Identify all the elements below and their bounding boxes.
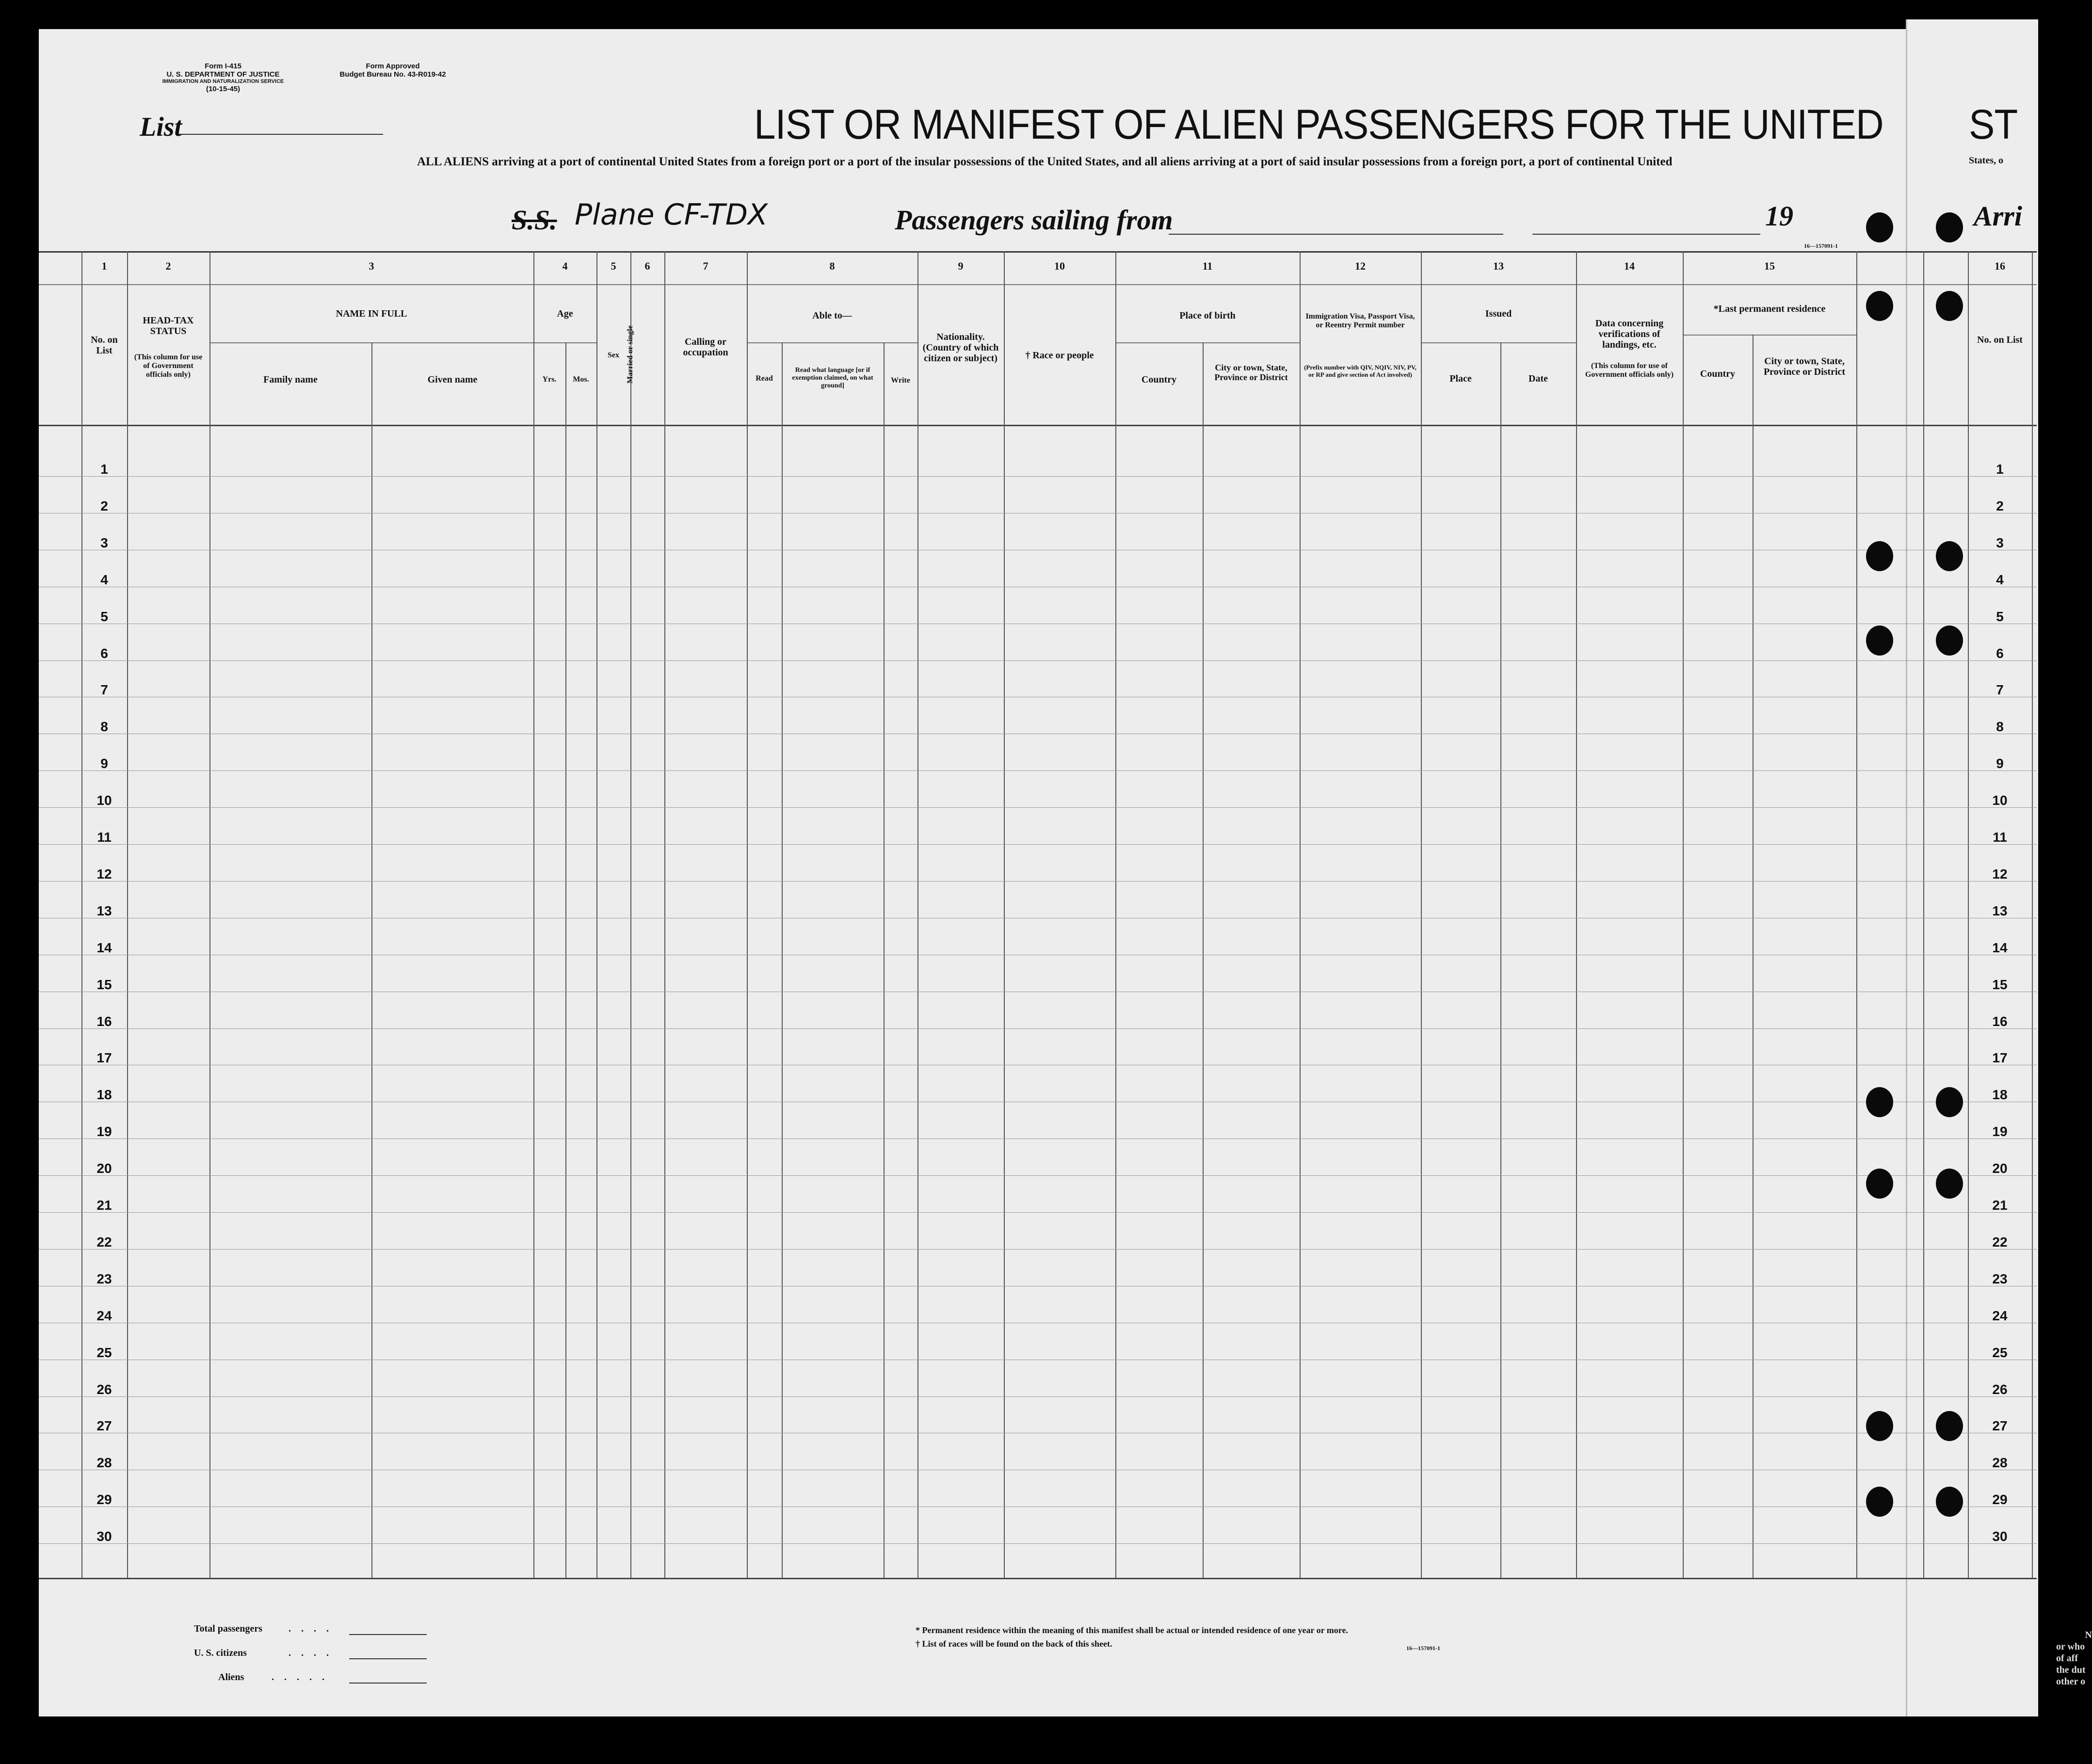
punch-hole (1866, 1411, 1893, 1441)
footer-print-code: 16—157091-1 (1406, 1645, 1440, 1652)
row-number-right: 30 (1992, 1529, 2008, 1544)
col-line (664, 251, 665, 1578)
row-number: 26 (97, 1381, 112, 1397)
footer-dots: . . . . . (272, 1672, 328, 1683)
row-line (39, 881, 2037, 882)
list-label: List (140, 112, 182, 142)
print-code-top: 16—157091-1 (1804, 242, 1838, 249)
citizens-line (349, 1658, 427, 1659)
issued-subheader-line (1421, 342, 1576, 343)
punch-hole (1866, 1087, 1893, 1117)
col-num-5: 5 (611, 260, 616, 272)
subtitle-continuation: States, o (1969, 155, 2004, 166)
header-no-on-list-right: No. on List (1977, 335, 2023, 345)
row-number: 12 (97, 866, 112, 882)
right-fragment: of aff (2056, 1653, 2078, 1664)
col-line (1300, 251, 1301, 1578)
year-prefix: 19 (1765, 200, 1793, 232)
row-number: 8 (100, 719, 108, 735)
header-name-in-full: NAME IN FULL (336, 308, 407, 319)
header-write: Write (891, 376, 910, 385)
row-line (39, 1396, 2037, 1397)
header-race: † Race or people (1025, 350, 1094, 361)
able-subheader-line (747, 342, 917, 343)
col-line (533, 251, 534, 1578)
row-line (39, 476, 2037, 477)
header-issued-date: Date (1529, 373, 1548, 384)
col-line (884, 342, 885, 1578)
number-row-border (39, 284, 2037, 285)
header-head-tax: HEAD-TAX STATUS (143, 315, 194, 337)
row-number: 20 (97, 1161, 112, 1176)
right-fragment: N (2085, 1630, 2092, 1640)
row-number-right: 26 (1992, 1381, 2008, 1397)
punch-hole (1866, 291, 1893, 321)
header-issued-place: Place (1449, 373, 1472, 384)
row-number: 18 (97, 1087, 112, 1103)
col-line (209, 251, 210, 1578)
row-number: 27 (97, 1418, 112, 1434)
col-line (2032, 251, 2033, 1578)
row-number: 29 (97, 1492, 112, 1507)
row-number-right: 19 (1992, 1124, 2008, 1139)
row-number-right: 13 (1992, 903, 2008, 918)
row-number-right: 8 (1996, 719, 2004, 735)
header-res-city: City or town, State, Province or District (1763, 356, 1846, 377)
col-line (1576, 251, 1577, 1578)
header-birth-country: Country (1141, 374, 1177, 385)
row-number-right: 9 (1996, 756, 2004, 771)
header-married: Married or single (626, 325, 634, 384)
row-number-right: 29 (1992, 1492, 2008, 1507)
table-bottom-border (39, 1578, 2037, 1579)
col-num-9: 9 (958, 260, 964, 272)
punch-hole (1936, 291, 1963, 321)
punch-hole (1936, 212, 1963, 242)
col-line (596, 251, 597, 1578)
row-number: 2 (100, 498, 108, 513)
row-number-right: 11 (1993, 830, 2007, 845)
row-number: 7 (100, 682, 108, 698)
header-mos: Mos. (573, 375, 589, 384)
col-line (782, 342, 783, 1578)
form-date: (10-15-45) (206, 85, 241, 93)
row-number: 25 (97, 1345, 112, 1360)
punch-hole (1936, 1087, 1963, 1117)
row-number: 15 (97, 977, 112, 992)
col-num-16: 16 (1995, 260, 2005, 272)
col-line (1500, 342, 1501, 1578)
row-number: 1 (100, 462, 108, 477)
row-number-right: 14 (1992, 940, 2008, 955)
header-bottom-border (39, 425, 2037, 426)
residence-subheader-line (1683, 335, 1856, 336)
col-line (1203, 342, 1204, 1578)
header-able-to: Able to— (812, 310, 852, 321)
table-top-border (39, 251, 2037, 253)
col-num-2: 2 (165, 260, 171, 272)
total-line (349, 1634, 427, 1635)
punch-hole (1866, 212, 1893, 242)
punch-hole (1936, 625, 1963, 656)
vessel-name-handwritten: Plane CF-TDX (575, 198, 768, 232)
col-line (1115, 251, 1116, 1578)
row-number-right: 12 (1992, 866, 2008, 882)
birth-subheader-line (1115, 342, 1300, 343)
punch-hole (1936, 1169, 1963, 1199)
row-line (39, 770, 2037, 771)
punch-hole (1866, 1169, 1893, 1199)
row-number-right: 4 (1996, 572, 2004, 587)
row-number: 28 (97, 1455, 112, 1471)
row-number-right: 7 (1996, 682, 2004, 698)
header-read-language: Read what language [or if exemption claimed, on what ground] (792, 367, 873, 389)
form-info-block (145, 62, 301, 93)
col-num-3: 3 (369, 260, 374, 272)
row-number-right: 16 (1992, 1013, 2008, 1029)
footer-aliens: Aliens (218, 1672, 244, 1683)
age-subheader-line (533, 342, 596, 343)
row-line (39, 1249, 2037, 1250)
row-line (39, 1543, 2037, 1544)
header-data-note: (This column for use of Government officials only) (1585, 362, 1674, 379)
row-number-right: 27 (1992, 1418, 2008, 1434)
header-calling: Calling or occupation (683, 337, 728, 358)
col-line (630, 251, 631, 1578)
row-line (39, 660, 2037, 661)
row-line (39, 1028, 2037, 1029)
row-number: 11 (97, 830, 112, 845)
row-number: 30 (97, 1529, 112, 1544)
row-number: 19 (97, 1124, 112, 1139)
row-number: 16 (97, 1013, 112, 1029)
col-line (565, 342, 566, 1578)
header-data-concerning: Data concerning verifications of landings, etc. (1595, 318, 1664, 350)
punch-hole (1866, 1487, 1893, 1517)
punch-hole (1866, 541, 1893, 571)
manifest-page (39, 29, 2037, 1716)
header-yrs: Yrs. (542, 375, 557, 384)
col-num-10: 10 (1054, 260, 1065, 272)
row-number-right: 20 (1992, 1161, 2008, 1176)
header-read: Read (756, 374, 773, 383)
row-number: 10 (97, 793, 112, 808)
header-visa: Immigration Visa, Passport Visa, or Reentry Permit number (1305, 312, 1415, 329)
header-given-name: Given name (427, 374, 478, 385)
row-number-right: 10 (1992, 793, 2008, 808)
col-line (371, 342, 372, 1578)
row-number-right: 1 (1996, 462, 2004, 477)
row-number: 9 (100, 756, 108, 771)
row-number-right: 24 (1992, 1308, 2008, 1323)
row-number: 17 (97, 1050, 112, 1066)
col-num-4: 4 (562, 260, 568, 272)
footer-dots: . . . . (289, 1648, 333, 1658)
col-num-8: 8 (829, 260, 835, 272)
header-visa-note: (Prefix number with QIV, NQIV, NIV, PV, or RP and give section of Act involved) (1304, 364, 1416, 378)
row-number: 24 (97, 1308, 112, 1323)
sailing-date-line (1532, 234, 1760, 235)
header-last-residence: *Last permanent residence (1713, 304, 1826, 314)
row-number: 23 (97, 1271, 112, 1286)
row-number-right: 22 (1992, 1234, 2008, 1250)
row-line (39, 1175, 2037, 1176)
col-line (1421, 251, 1422, 1578)
punch-hole (1936, 1487, 1963, 1517)
right-fragment: other o (2056, 1676, 2086, 1687)
row-line (39, 807, 2037, 808)
service: IMMIGRATION AND NATURALIZATION SERVICE (162, 79, 284, 84)
footer-us-citizens: U. S. citizens (194, 1648, 247, 1658)
row-number-right: 21 (1992, 1198, 2008, 1213)
aliens-line (349, 1683, 427, 1684)
row-number: 3 (100, 535, 108, 550)
row-number-right: 17 (1992, 1050, 2008, 1066)
row-number: 13 (97, 903, 112, 918)
col-num-13: 13 (1493, 260, 1504, 272)
page-title-continuation: ST (1969, 101, 2018, 148)
col-num-1: 1 (101, 260, 107, 272)
punch-hole (1936, 1411, 1963, 1441)
row-number: 6 (100, 645, 108, 661)
row-number: 5 (100, 609, 108, 624)
header-no-on-list: No. on List (91, 335, 118, 356)
footer-note-residence: * Permanent residence within the meaning of this manifest shall be actual or intended residence of one year or more. (916, 1625, 1348, 1635)
col-line (1004, 251, 1005, 1578)
approval: Form Approved (366, 62, 420, 70)
right-edge-text (2056, 1629, 2092, 1687)
vessel-prefix: S.S. (512, 204, 557, 236)
row-number-right: 2 (1996, 498, 2004, 513)
header-birth-city: City or town, State, Province or District (1214, 363, 1288, 382)
row-number-right: 28 (1992, 1455, 2008, 1471)
form-number: Form I-415 (205, 62, 241, 70)
row-number-right: 23 (1992, 1271, 2008, 1286)
row-line (39, 1212, 2037, 1213)
punch-hole (1936, 541, 1963, 571)
header-family-name: Family name (263, 374, 318, 385)
header-res-country: Country (1700, 369, 1736, 379)
budget-number: Budget Bureau No. 43-R019-42 (339, 70, 446, 79)
row-number: 21 (97, 1198, 112, 1213)
department: U. S. DEPARTMENT OF JUSTICE (166, 70, 280, 79)
header-issued: Issued (1485, 308, 1512, 319)
header-age: Age (557, 308, 573, 319)
col-line (1753, 335, 1754, 1578)
sailing-from-label: Passengers sailing from (895, 204, 1173, 236)
col-line (917, 251, 918, 1578)
col-num-14: 14 (1624, 260, 1635, 272)
approval-block (320, 62, 466, 79)
row-number-right: 15 (1992, 977, 2008, 992)
col-num-15: 15 (1764, 260, 1775, 272)
col-line (1683, 251, 1684, 1578)
punch-hole (1866, 625, 1893, 656)
col-line (747, 251, 748, 1578)
col-line (1923, 251, 1924, 1578)
col-num-6: 6 (644, 260, 650, 272)
footer-total-passengers: Total passengers (194, 1623, 262, 1634)
col-line (127, 251, 128, 1578)
row-number-right: 3 (1996, 535, 2004, 550)
col-num-7: 7 (703, 260, 708, 272)
list-number-line (179, 134, 383, 135)
row-number: 14 (97, 940, 112, 955)
header-head-tax-note: (This column for use of Government officials only) (134, 353, 203, 379)
row-number-right: 5 (1996, 609, 2004, 624)
row-number: 22 (97, 1234, 112, 1250)
row-number-right: 18 (1992, 1087, 2008, 1103)
col-line (1856, 251, 1857, 1578)
row-line (39, 844, 2037, 845)
header-nationality: Nationality. (Country of which citizen or subject) (922, 332, 999, 364)
col-num-12: 12 (1355, 260, 1366, 272)
row-number-right: 25 (1992, 1345, 2008, 1360)
header-sex: Sex (608, 351, 619, 359)
footer-note-races: † List of races will be found on the back of this sheet. (916, 1639, 1112, 1649)
footer-dots: . . . . (289, 1623, 333, 1634)
page-title: LIST OR MANIFEST OF ALIEN PASSENGERS FOR THE UNITED (754, 101, 1883, 148)
subtitle: ALL ALIENS arriving at a port of continental United States from a foreign port or a port of the insular possessions of the United States, and all aliens arriving at a port of said insular possessions from a foreign port, a port of continental United (417, 155, 1673, 168)
arriving-label: Arri (1974, 200, 2022, 232)
header-place-of-birth: Place of birth (1179, 310, 1236, 321)
col-num-11: 11 (1202, 260, 1213, 272)
sailing-port-line (1169, 234, 1503, 235)
row-number-right: 6 (1996, 645, 2004, 661)
row-number: 4 (100, 572, 108, 587)
right-fragment: or who (2056, 1641, 2085, 1652)
right-fragment: the dut (2056, 1665, 2086, 1675)
